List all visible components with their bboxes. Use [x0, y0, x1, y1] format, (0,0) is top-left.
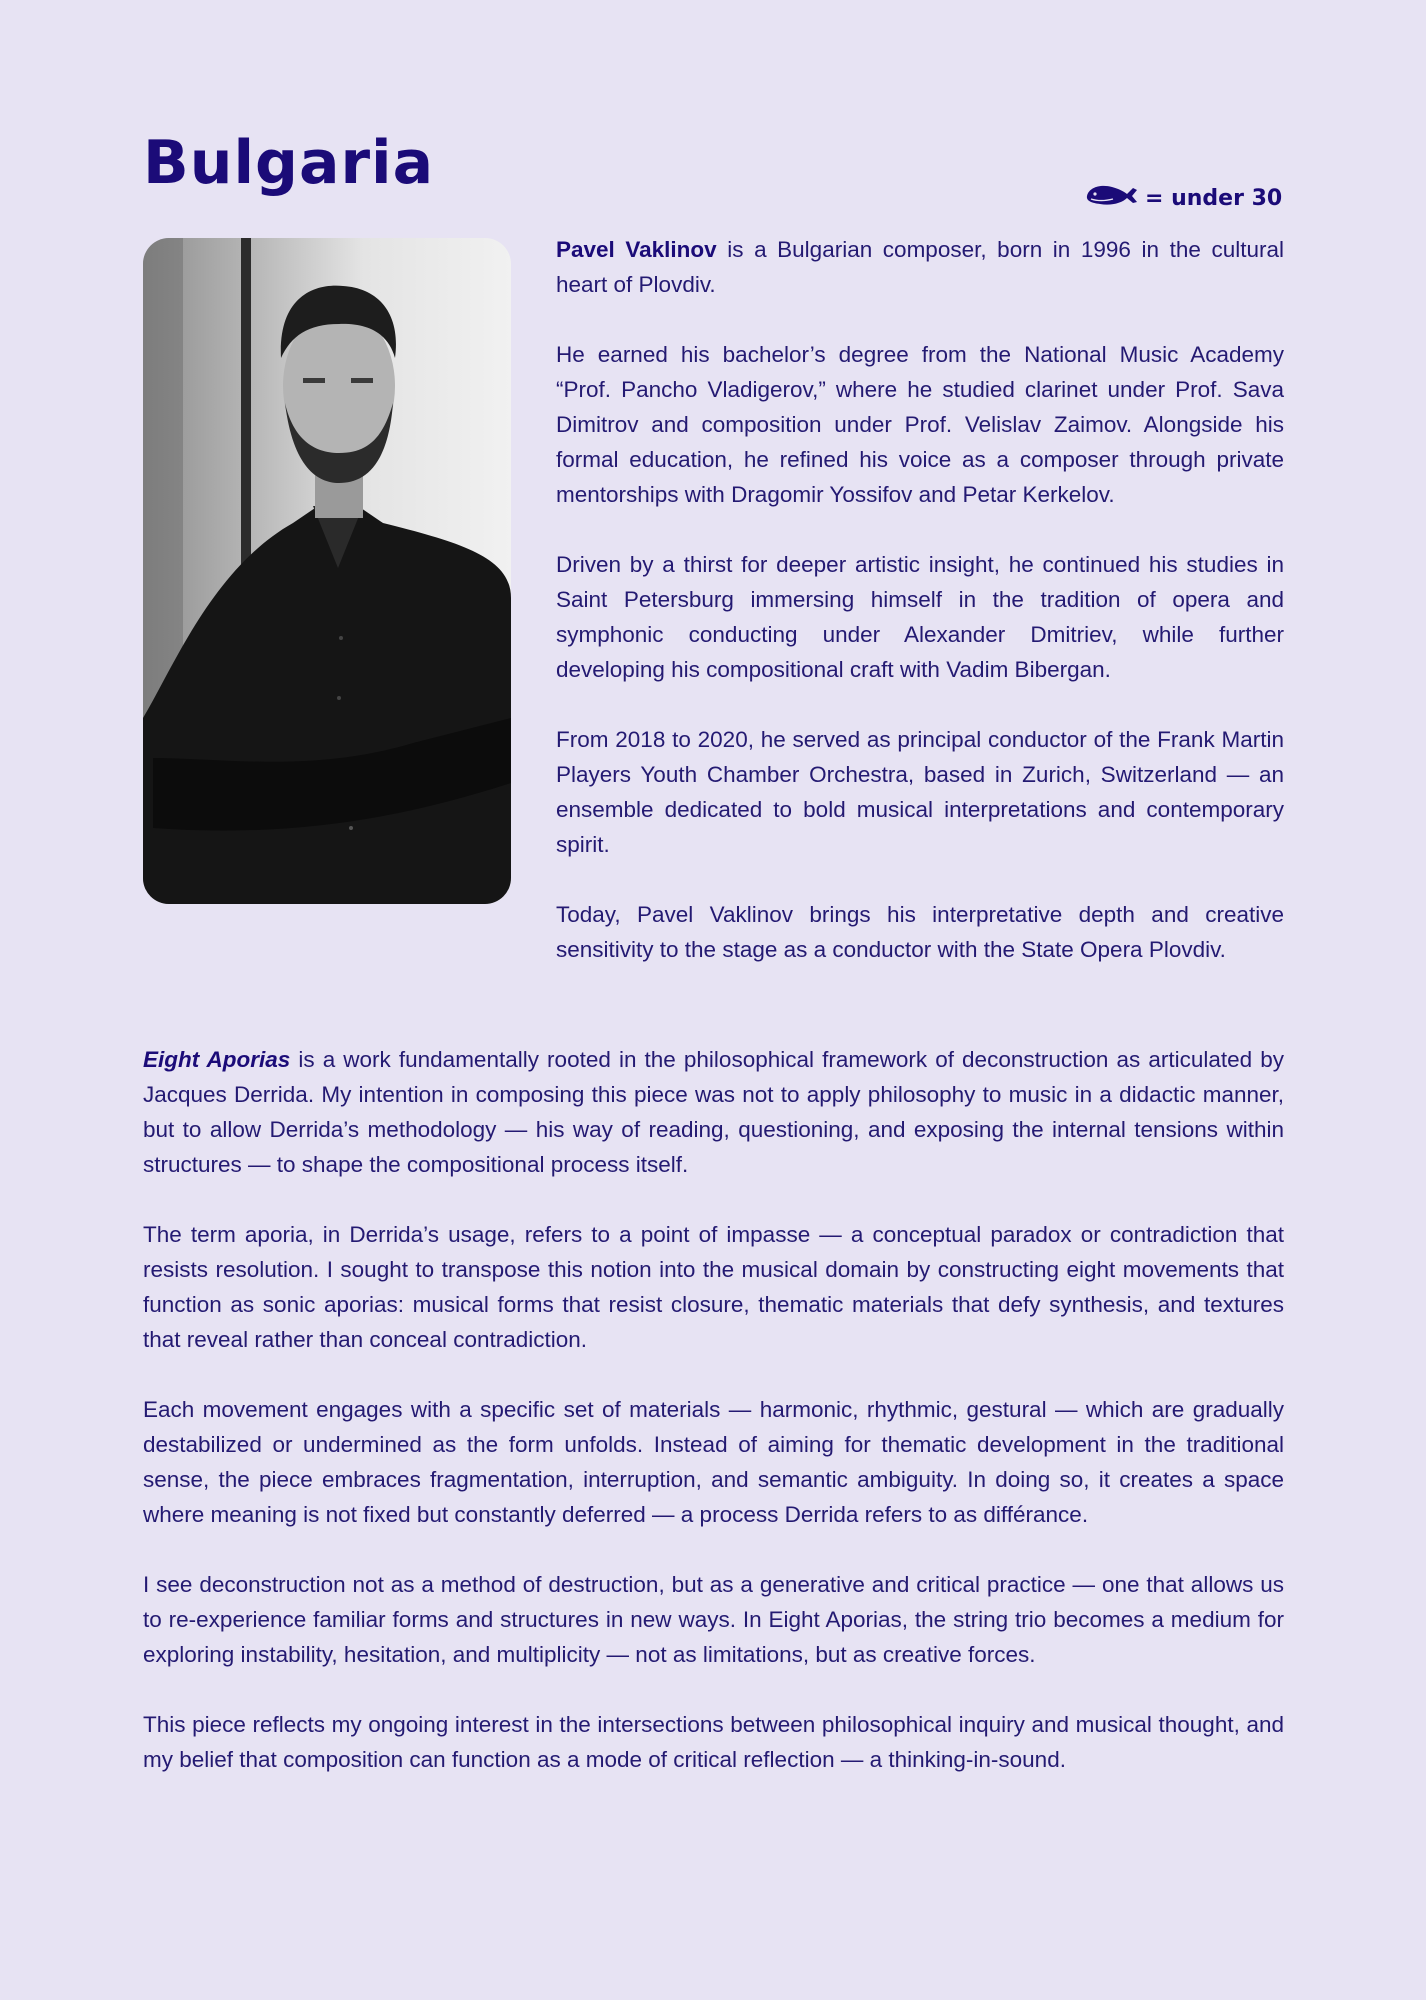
- essay-paragraph: Eight Aporias is a work fundamentally rooted in the philosophical framework of deconstruction as articulated by Jacques Derrida. My intention in composing this piece was not to apply philosophy to music in a didactic manner, but to allow Derrida’s methodology — his way of reading, questioning, and exposing the internal tensions within structures — to shape the compositional process itself.: [143, 1047, 1284, 1177]
- bio-paragraph: Pavel Vaklinov is a Bulgarian composer, born in 1996 in the cultural heart of Plovdiv.: [556, 237, 1284, 297]
- whale-icon: [1085, 183, 1139, 213]
- essay-paragraph: I see deconstruction not as a method of destruction, but as a generative and critical practice — one that allows us to re-experience familiar forms and structures in new ways. In Eight Aporias, the string trio becomes a medium for exploring instability, hesitation, and multiplicity — not as limitations, but as creative forces.: [143, 1572, 1284, 1667]
- bio-paragraph: Today, Pavel Vaklinov brings his interpretative depth and creative sensitivity to the stage as a conductor with the State Opera Plovdiv.: [556, 902, 1284, 962]
- essay-paragraph: Each movement engages with a specific set of materials — harmonic, rhythmic, gestural — which are gradually destabilized or undermined as the form unfolds. Instead of aiming for thematic development in the traditional sense, the piece embraces fragmentation, interruption, and semantic ambiguity. In doing so, it creates a space where meaning is not fixed but constantly deferred — a process Derrida refers to as différance.: [143, 1397, 1284, 1527]
- page-title: Bulgaria: [143, 128, 435, 198]
- essay-paragraph: The term aporia, in Derrida’s usage, refers to a point of impasse — a conceptual paradox or contradiction that resists resolution. I sought to transpose this notion into the musical domain by constructing eight movements that function as sonic aporias: musical forms that resist closure, thematic materials that defy synthesis, and textures that reveal rather than conceal contradiction.: [143, 1222, 1284, 1352]
- bio-paragraph: He earned his bachelor’s degree from the National Music Academy “Prof. Pancho Vladigerov,” where he studied clarinet under Prof. Sava Dimitrov and composition under Prof. Velislav Zaimov. Alongside his formal education, he refined his voice as a composer through private mentorships with Dragomir Yossifov and Petar Kerkelov.: [556, 342, 1284, 507]
- work-title: Eight Aporias: [143, 1047, 291, 1072]
- bio-paragraph: Driven by a thirst for deeper artistic insight, he continued his studies in Saint Petersburg immersing himself in the tradition of opera and symphonic conducting under Alexander Dmitriev, while further developing his compositional craft with Vadim Bibergan.: [556, 552, 1284, 682]
- essay-paragraph: This piece reflects my ongoing interest in the intersections between philosophical inquiry and musical thought, and my belief that composition can function as a mode of critical reflection — a thinking-in-sound.: [143, 1712, 1284, 1772]
- composer-name: Pavel Vaklinov: [556, 237, 717, 262]
- biography: [556, 232, 1284, 967]
- age-legend: [1085, 183, 1282, 213]
- bio-paragraph: From 2018 to 2020, he served as principal conductor of the Frank Martin Players Youth Chamber Orchestra, based in Zurich, Switzerland — an ensemble dedicated to bold musical interpretations and contemporary spirit.: [556, 727, 1284, 857]
- legend-text: = under 30: [1145, 185, 1283, 211]
- portrait-photo: [143, 238, 511, 904]
- program-note: [143, 1042, 1284, 1777]
